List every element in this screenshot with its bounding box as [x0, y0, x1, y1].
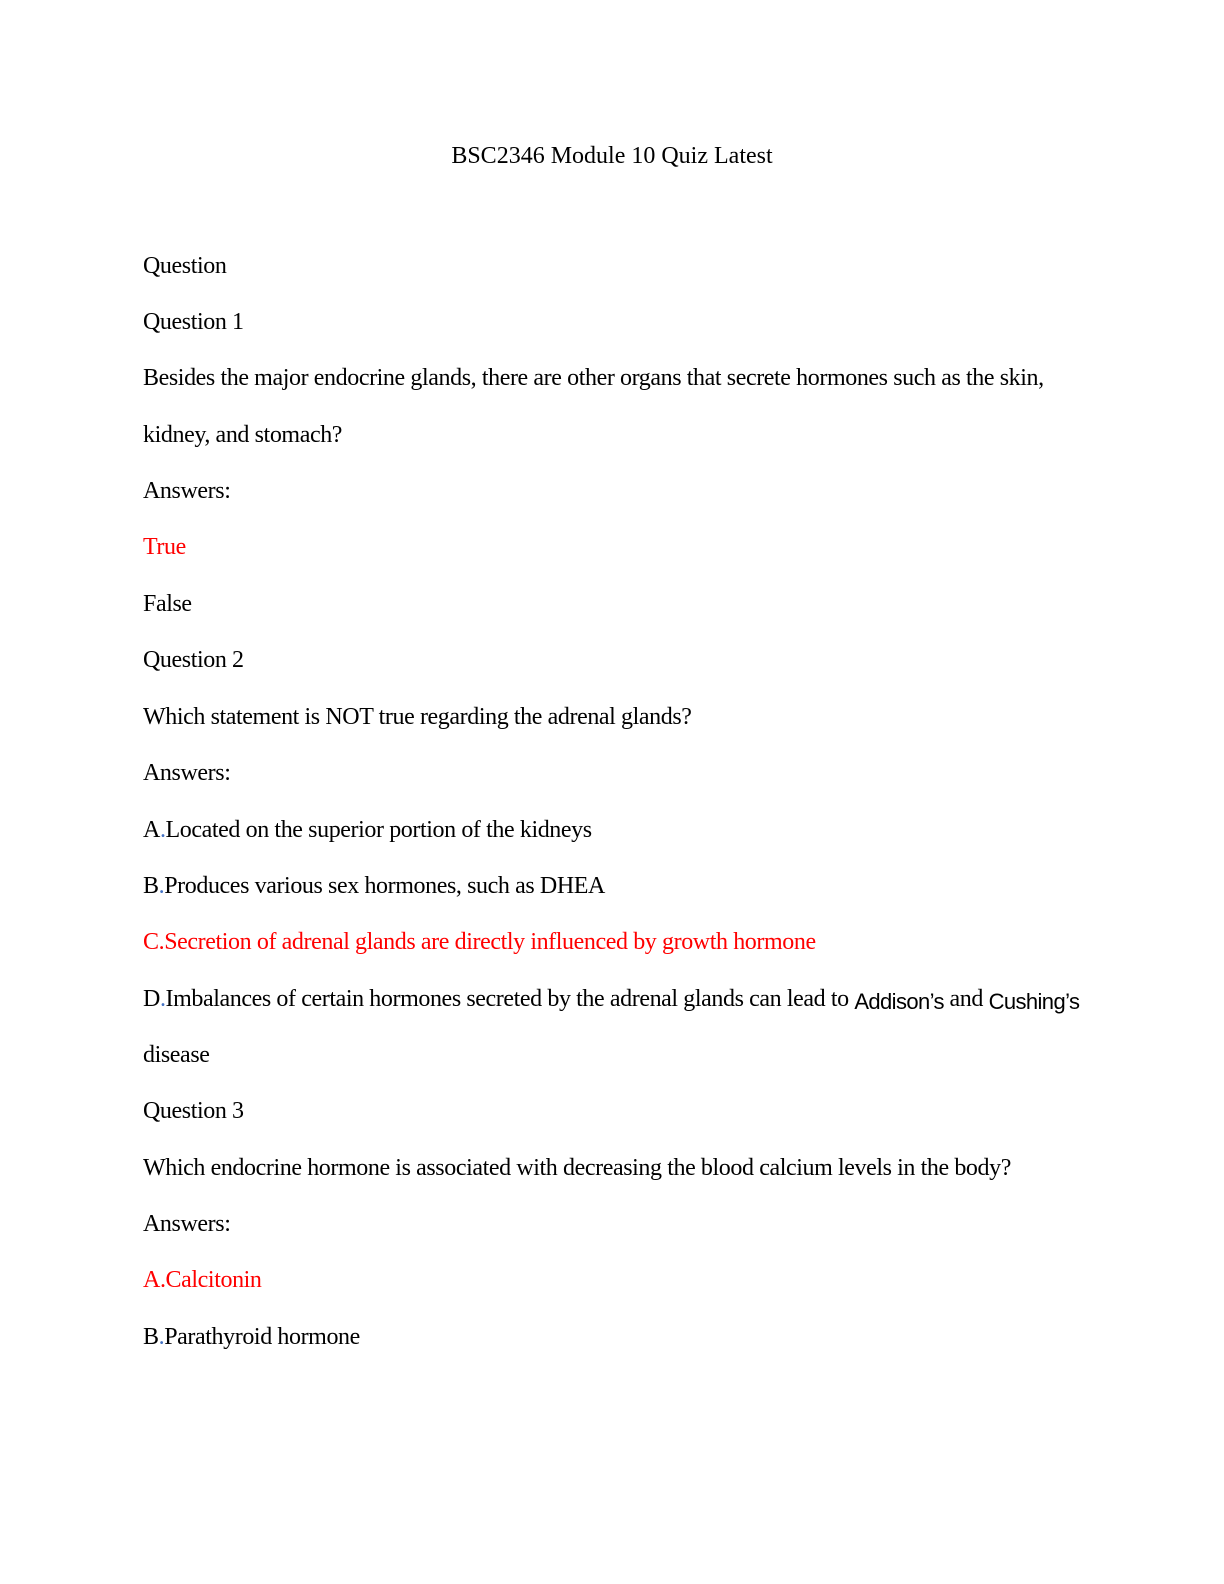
option-letter: B.	[143, 873, 165, 899]
option-letter: C.	[143, 929, 165, 955]
option-text-and: and	[943, 986, 989, 1012]
option-text: Located on the superior portion of the kidneys	[165, 817, 592, 843]
option-letter: D.	[143, 986, 166, 1012]
question-3-option-b	[143, 1321, 360, 1353]
document-title: BSC2346 Module 10 Quiz Latest	[451, 143, 773, 169]
option-text: Secretion of adrenal glands are directly influenced by growth hormone	[164, 929, 816, 955]
question-1-heading: Question 1	[143, 309, 244, 335]
question-2-answers-label: Answers:	[143, 760, 231, 786]
question-2-option-a	[143, 814, 592, 846]
question-1-text: Besides the major endocrine glands, there are other organs that secrete hormones such as the skin,	[143, 365, 1044, 391]
question-2-heading: Question 2	[143, 647, 244, 673]
option-text: Parathyroid hormone	[164, 1324, 360, 1350]
question-2-option-b	[143, 870, 605, 902]
question-1-text-cont: kidney, and stomach?	[143, 422, 343, 448]
question-3-answers-label: Answers:	[143, 1211, 231, 1237]
option-letter: A.	[143, 817, 166, 843]
question-3-heading: Question 3	[143, 1098, 244, 1124]
option-text: Imbalances of certain hormones secreted by the adrenal glands can lead to	[165, 986, 855, 1012]
question-3-text: Which endocrine hormone is associated with decreasing the blood calcium levels in the body?	[143, 1155, 1011, 1181]
option-letter: B.	[143, 1324, 165, 1350]
section-label: Question	[143, 253, 227, 279]
option-letter: A.	[143, 1267, 166, 1293]
question-3-option-a	[143, 1264, 262, 1296]
question-2-option-c	[143, 926, 816, 958]
question-1-option-true: True	[143, 534, 186, 560]
question-1-option-false: False	[143, 591, 192, 617]
question-2-option-d-cont: disease	[143, 1042, 210, 1068]
option-text: Produces various sex hormones, such as DHEA	[164, 873, 605, 899]
option-text-cushings: Cushing’s	[988, 989, 1080, 1014]
question-2-text: Which statement is NOT true regarding the adrenal glands?	[143, 704, 692, 730]
option-text: Calcitonin	[165, 1267, 262, 1293]
option-text-addisons: Addison’s	[854, 989, 944, 1014]
question-1-answers-label: Answers:	[143, 478, 231, 504]
question-2-option-d	[143, 983, 1079, 1015]
